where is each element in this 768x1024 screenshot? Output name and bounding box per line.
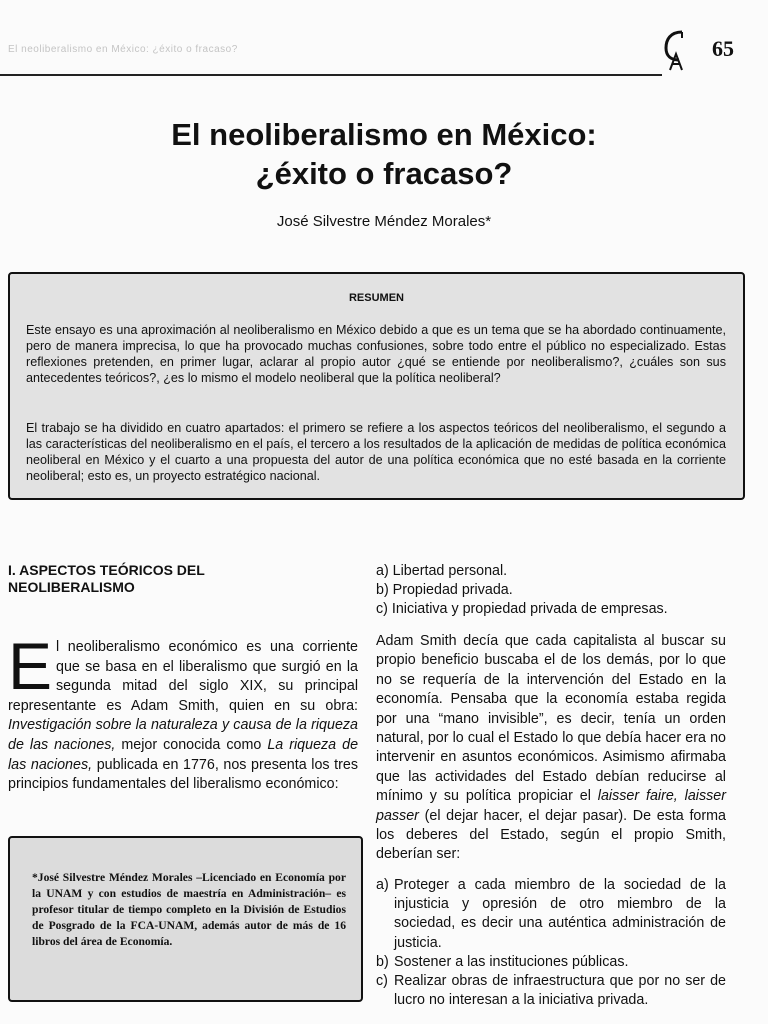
book-title-full: Investigación sobre la naturaleza y causa de la riqueza de las naciones, <box>8 717 358 753</box>
laisser-faire-phrase: laisser faire, laisser passer <box>376 788 726 824</box>
article-title-line1: El neoliberalismo en México: <box>171 117 597 152</box>
list-marker: b) <box>376 953 389 970</box>
author-note-box <box>8 836 363 1002</box>
smith-paragraph <box>376 632 726 865</box>
section-heading-line2: NEOLIBERALISMO <box>8 579 135 595</box>
running-header: El neoliberalismo en México: ¿éxito o fracaso? <box>8 44 238 55</box>
list-item <box>376 972 726 1010</box>
list-item <box>376 953 726 972</box>
list-item: a) Libertad personal. <box>376 563 508 579</box>
list-marker: c) <box>376 973 388 990</box>
list-item: c) Iniciativa y propiedad privada de empresas. <box>376 601 668 618</box>
smith-text-a: Adam Smith decía que cada capitalista al buscar su propio beneficio buscaba el de los demás, por lo que no se requería de la intervención del Estado en la economía. Pensaba que la economía estaba regida por una “mano invisible”, es decir, tenía un orden natural, por lo cual el Estado lo que debía hacer era no intervenir en asuntos económicos. Asimismo afirmaba que las actividades del Estado debían reducirse al mínimo y su política propiciar el <box>376 633 726 805</box>
list-item-text: Sostener a las instituciones públicas. <box>394 953 629 970</box>
list-marker: a) <box>376 877 389 893</box>
drop-cap: E <box>8 629 53 703</box>
intro-text-c: publicada en 1776, nos presenta los tres principios fundamentales del liberalismo económico: <box>8 756 359 793</box>
list-item-text: Realizar obras de infraestructura que por no ser de lucro no interesan a la iniciativa privada. <box>394 973 726 1009</box>
intro-text-b: mejor conocida como <box>115 736 268 753</box>
abstract-paragraph-2: El trabajo se ha dividido en cuatro apartados: el primero se refiere a los aspectos teóricos del neoliberalismo, el segundo a las características del neoliberalismo en el país, el tercero a los resultados de la aplicación de medidas de política económica neoliberal en México y el cuarto a una propuesta del autor de una política económica que no esté basada en la corriente neoliberal; esto es, un proyecto estratégico nacional. <box>26 421 726 483</box>
list-item <box>376 876 726 953</box>
abstract-box <box>8 272 745 500</box>
header-rule <box>0 74 662 76</box>
abstract-paragraph-1: Este ensayo es una aproximación al neoliberalismo en México debido a que es un tema que se ha abordado continuamente, pero de manera imprecisa, lo que ha provocado muchas confusiones, sobre todo entre el público no especializado. Estas reflexiones pretenden, en primer lugar, aclarar al propio autor ¿qué se entiende por neoliberalismo?, ¿cuáles son sus antecedentes teóricos?, ¿es lo mismo el modelo neoliberal que la política neoliberal? <box>26 323 726 385</box>
principles-list <box>376 562 726 620</box>
section-heading-line1: I. ASPECTOS TEÓRICOS DEL <box>8 562 205 578</box>
book-title-short: La riqueza de las naciones, <box>8 736 359 773</box>
author-note: *José Silvestre Méndez Morales –Licenciado en Economía por la UNAM y con estudios de maestría en Administración– es profesor titular de tiempo completo en la División de Estudios de Posgrado de la FCA-UNAM, además autor de más de 16 libros del área de Economía. <box>32 871 346 948</box>
section-heading <box>8 562 353 596</box>
article-title-line2: ¿éxito o fracaso? <box>255 156 513 191</box>
list-item-text: Proteger a cada miembro de la sociedad de la injusticia y opresión de otro miembro de la sociedad, es decir una auténtica administración de justicia. <box>394 877 726 951</box>
abstract-heading: RESUMEN <box>348 292 404 304</box>
list-item: b) Propiedad privada. <box>376 582 513 599</box>
journal-logo <box>662 28 690 72</box>
author-name: José Silvestre Méndez Morales* <box>276 213 492 230</box>
intro-paragraph <box>8 629 359 795</box>
duties-list <box>376 876 726 1010</box>
smith-text-b: (el dejar hacer, el dejar pasar). De esta forma los deberes del Estado, según el propio Smith, deberían ser: <box>376 807 726 863</box>
intro-text-a: l neoliberalismo económico es una corriente que se basa en el liberalismo que surgió en la segunda mitad del siglo XIX, su principal representante es Adam Smith, quien en su obra: <box>8 639 358 714</box>
page-number: 65 <box>712 36 734 61</box>
